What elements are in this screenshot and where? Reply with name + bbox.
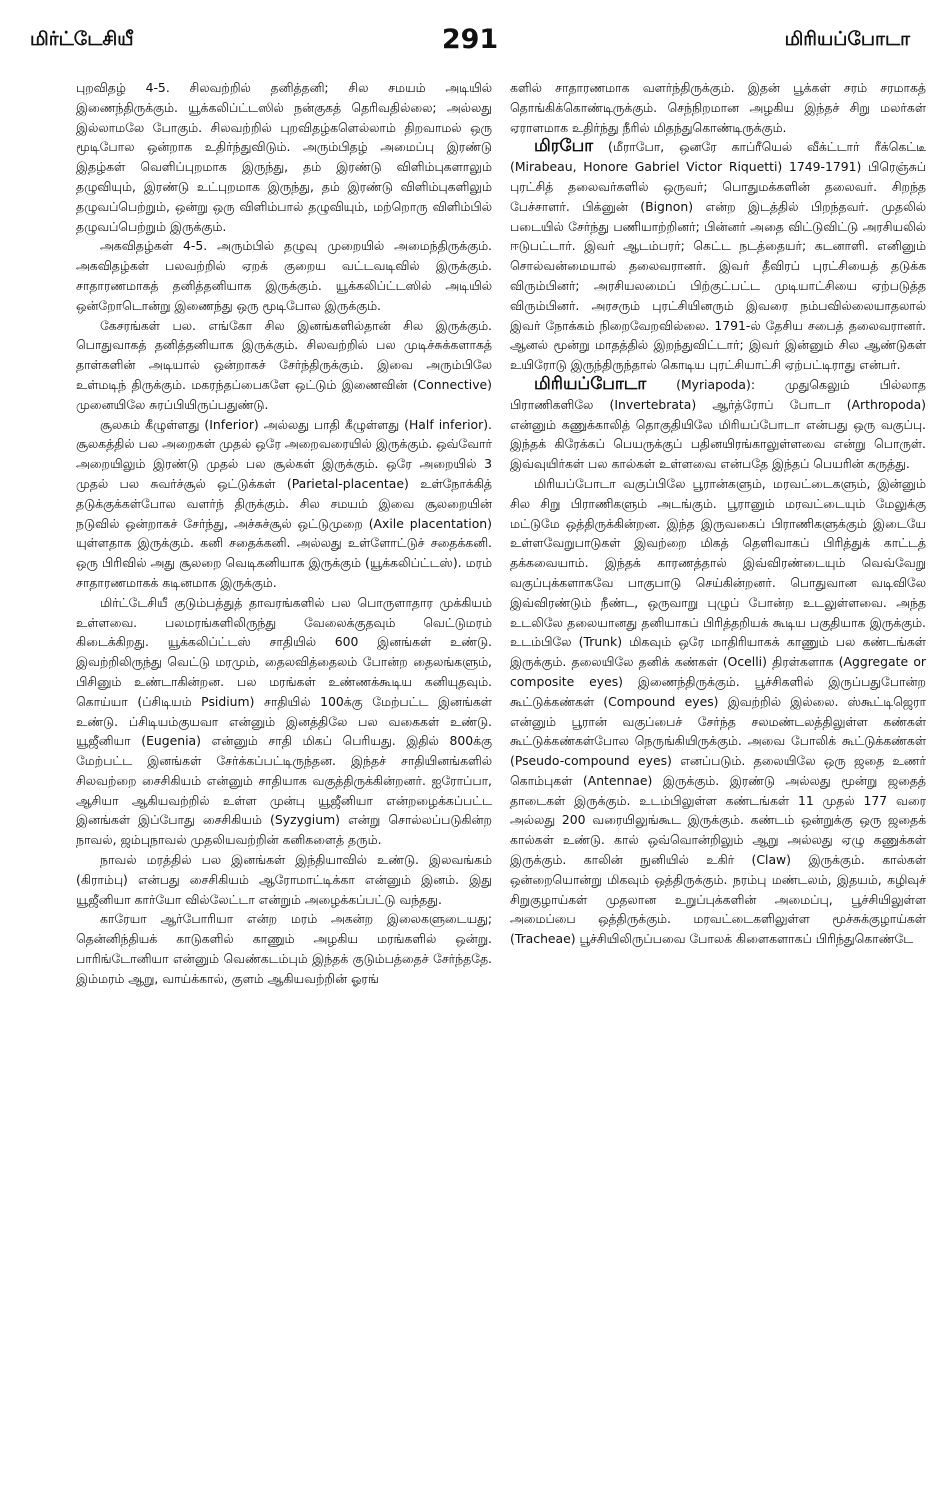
running-head-left: மிர்ட்டேசியீ — [30, 28, 134, 50]
paragraph: நாவல் மரத்தில் பல இனங்கள் இந்தியாவில் உண்டு. இலவங்கம் (கிராம்பு) என்பது சைசிகியம் ஆரோமாட்டிக்கா என்னும் இனம். இது யூஜீனியா கார்யோ வில்லேட்டா என்றும் அழைக்கப்பட்டு வந்தது. — [76, 852, 492, 907]
paragraph: சூலகம் கீழுள்ளது (Inferior) அல்லது பாதி கீழுள்ளது (Half inferior). சூலகத்தில் பல அறைகள் முதல் ஒரே அறைவரையில் இருக்கும். ஒவ்வோர் அறையிலும் இரண்டு முதல் பல சூல்கள் இருக்கும். ஒரே அறையில் 3 முதல் பல சுவர்ச்சூல் ஒட்டுக்கள் (Parietal-placentae) உள்நோக்கித் தடுக்குக்கள்போல வளர்ந் திருக்கும். சில சமயம் இவை சூலறையின் நடுவில் ஒன்றாகச் சேர்ந்து, அச்சுச்சூல் ஒட்டுமுறை (Axile placentation) யுள்ளதாக இருக்கும். கனி சதைக்கனி. அல்லது உள்ளோட்டுச் சதைக்கனி. ஒரு பிரிவில் அது சூலறை வெடிகனியாக இருக்கும் (யூக்கலிப்ட்டஸ்). மரம் சாதாரணமாகக் கடினமாக இருக்கும். — [76, 416, 492, 590]
right-column — [510, 78, 926, 1483]
running-head-right: மிரியப்போடா — [784, 28, 910, 50]
page-number: 291 — [441, 24, 499, 55]
paragraph: காரேயா ஆர்போரியா என்ற மரம் அகன்ற இலைகளுடையது; தென்னிந்தியக் காடுகளில் காணும் அழகிய மரங்களில் ஒன்று. பாரிங்டோனியா என்னும் வெண்கடம்பும் இந்தக் குடும்பத்தைச் சேர்ந்ததே. இம்மரம் ஆறு, வாய்க்கால், குளம் ஆகியவற்றின் ஓரங் — [76, 911, 492, 986]
paragraph: மிரியப்போடா வகுப்பிலே பூரான்களும், மரவட்டைகளும், இன்னும் சில சிறு பிராணிகளும் அடங்கும். பூரானும் மரவட்டையும் மேலுக்கு மட்டுமே ஒத்திருக்கின்றன. இந்த இருவகைப் பிராணிகளுக்கும் இடையே உள்ளவேறுபாடுகள் இவற்றை மிகத் தெளிவாகப் பிரித்துக் காட்டத் தக்கவையாம். இந்தக் காரணத்தால் இவ்விரண்டையும் வெவ்வேறு வகுப்புக்களாகவே பாகுபாடு செய்கின்றனர். பொதுவான வடிவிலே இவ்விரண்டும் நீண்ட, ஒருவாறு புழுப் போன்ற உடலுள்ளவை. அந்த உடலிலே தலையானது தனியாகப் பிரித்தறியக் கூடிய பகுதியாக இருக்கும். உடம்பிலே (Trunk) மிகவும் ஒரே மாதிரியாகக் காணும் பல கண்டங்கள் இருக்கும். தலையிலே தனிக் கண்கள் (Ocelli) திரள்களாக (Aggregate or composite eyes) இணைந்திருக்கும். பூச்சிகளில் இருப்பதுபோன்ற கூட்டுக்கண்கள் (Compound eyes) இவற்றில் இல்லை. ஸ்கூட்டிஜெரா என்னும் பூரான் வகுப்பைச் சேர்ந்த சலமண்டலத்திலுள்ள கண்கள் கூட்டுக்கண்கள்போல நெருங்கியிருக்கும். அவை போலிக் கூட்டுக்கண்கள் (Pseudo-compound eyes) எனப்படும். தலையிலே ஒரு ஜதை உணர் கொம்புகள் (Antennae) இருக்கும். இரண்டு அல்லது மூன்று ஜதைத் தாடைகள் இருக்கும். உடம்பிலுள்ள கண்டங்கள் 11 முதல் 177 வரை அல்லது 200 வரையிலுங்கூட இருக்கும். கண்டம் ஒன்றுக்கு ஒரு ஜதைக் கால்கள் உண்டு. கால் ஒவ்வொன்றிலும் ஆறு அல்லது ஏழு கணுக்கள் இருக்கும். காலின் நுனியில் உகிர் (Claw) இருக்கும். கால்கள் ஒன்றையொன்று மிகவும் ஒத்திருக்கும். நரம்பு மண்டலம், இதயம், கழிவுச் சிறுகுழாய்கள் முதலான உறுப்புக்களின் அமைப்பு, பூச்சியிலுள்ள அமைப்பை ஒத்திருக்கும். மரவட்டைகளிலுள்ள மூச்சுக்குழாய்கள் (Tracheae) பூச்சியிலிருப்பவை போலக் கிளைகளாகப் பிரிந்துகொண்டே — [510, 475, 926, 947]
paragraph: மிர்ட்டேசியீ குடும்பத்துத் தாவரங்களில் பல பொருளாதார முக்கியம் உள்ளவை. பலமரங்களிலிருந்து வேலைக்குதவும் வெட்டுமரம் கிடைக்கிறது. யூக்கலிப்ட்டஸ் சாதியில் 600 இனங்கள் உண்டு. இவற்றிலிருந்து வெட்டு மரமும், தைலவித்தைலம் போன்ற தைலங்களும், பிசினும் உண்டாகின்றன. பல மரங்கள் உண்ணக்கூடிய கனியுதவும். கொய்யா (ப்சிடியம் Psidium) சாதியில் 100க்கு மேற்பட்ட இனங்கள் உண்டு. ப்சிடியம்குயவா என்னும் இனத்திலே பல வகைகள் உண்டு. யூஜீனியா (Eugenia) என்னும் சாதி மிகப் பெரியது. இதில் 800க்கு மேற்பட்ட இனங்கள் சேர்க்கப்பட்டிருந்தன. இந்தச் சாதியினங்களில் சிலவற்றை சைசிகியம் என்னும் சாதியாக வகுத்திருக்கின்றனர். ஐரோப்பா, ஆசியா ஆகியவற்றில் உள்ள முன்பு யூஜீனியா என்றழைக்கப்பட்ட இனங்கள் இப்போது சைசிகியம் (Syzygium) என்று சொல்லப்படுகின்ற நாவல், ஜம்புநாவல் முதலியவற்றின் கனிகளைத் தரும். — [76, 594, 492, 848]
paragraph: கேசரங்கள் பல. எங்கோ சில இனங்களில்தான் சில இருக்கும். பொதுவாகத் தனித்தனியாக இருக்கும். சிலவற்றில் பல முடிச்சுக்களாகத் தாள்களின் அடியால் ஒன்றாகச் சேர்ந்திருக்கும். இவை அரும்பிலே உள்மடிந் திருக்கும். மகரந்தப்பைகளே ஒட்டும் இணைவின் (Connective) முனையிலே சுரப்பியிருப்பதுண்டு. — [76, 317, 492, 412]
entry-headword: மிரபோ — [534, 136, 594, 157]
entry-text: (மீராபோ, ஒனரே காப்ரீயெல் வீக்ட்டார் ரீக்கெட்டீ (Mirabeau, Honore Gabriel Victor Riquetti) 1749-1791) பிரெஞ்சுப் புரட்சித் தலைவர்களில் ஒருவர்; பொதுமக்களின் தலைவர். சிறந்த பேச்சாளர். பிக்னுன் (Bignon) என்ற இடத்தில் பிறந்தவர். முதலில் படையில் சேர்ந்து பணியாற்றினர்; பின்னர் அதை விட்டுவிட்டு அரசியலில் ஈடுபட்டார். இவர் ஆடம்பரர்; கெட்ட நடத்தையர்; கடனாளி. எனினும் சொல்வன்மையால் தலைவரானர். இவர் தீவிரப் புரட்சியைத் தடுக்க விரும்பினர்; அரசியலமைப் பிற்குட்பட்ட முடியாட்சியை ஏற்படுத்த விரும்பினர். அரசரும் புரட்சியினரும் இவரை நம்பவில்லையாதலால் இவர் நோக்கம் நிறைவேறவில்லை. 1791-ல் தேசிய சபைத் தலைவரானர். ஆனல் மூன்று மாதத்தில் இறந்துவிட்டார்; இவர் இன்னும் சில ஆண்டுகள் உயிரோடு இருந்திருந்தால் கொடிய புரட்சியாட்சி ஏற்பட்டிராது என்பர். — [510, 139, 926, 373]
entry-text: (Myriapoda): முதுகெலும் பில்லாத பிராணிகளிலே (Invertebrata) ஆர்த்ரோப் போடா (Arthropoda) என்னும் கணுக்காலித் தொகுதியிலே மிரியப்போடா என்பது ஒரு வகுப்பு. இந்தக் கிரேக்கப் பெயருக்குப் பதினயிரங்காலுள்ளவை என்று பொருள். இவ்வுயிர்கள் பல கால்கள் உள்ளவை என்பதே இந்தப் பெயரின் கருத்து. — [510, 376, 926, 472]
paragraph: அகவிதழ்கள் 4-5. அரும்பில் தழுவு முறையில் அமைந்திருக்கும். அகவிதழ்கள் பலவற்றில் ஏறக் குறைய வட்டவடிவில் இருக்கும். சாதாரணமாகத் தனித்தனியாக இருக்கும். யூக்கலிப்ட்டஸில் அடியில் ஒன்றோடொன்று இணைந்து ஒரு மூடிபோல இருக்கும். — [76, 238, 492, 313]
paragraph: புறவிதழ் 4-5. சிலவற்றில் தனித்தனி; சில சமயம் அடியில் இணைந்திருக்கும். யூக்கலிப்ட்டஸில் நன்குகத் தெரிவதில்லை; அல்லது இல்லாமலே போகும். சிலவற்றில் புறவிதழ்களெல்லாம் திறவாமல் ஒரு மூடிபோல ஒன்றாக உதிர்ந்துவிடும். அரும்பிதழ் அமைப்பு இரண்டு இதழ்கள் வெளிப்புறமாக இருந்து, தம் இரண்டு விளிம்புகளாலும் தழுவியும், இரண்டு உட்புறமாக இருந்து, தம் இரண்டு விளிம்புகளிலும் தழுவப்பெற்றும், ஒன்று ஒரு விளிம்பால் தழுவியும், மற்றொரு விளிம்பில் தழுவப்பெற்றும் இருக்கும். — [76, 80, 492, 234]
paragraph: களில் சாதாரணமாக வளர்ந்திருக்கும். இதன் பூக்கள் சரம் சரமாகத் தொங்கிக்கொண்டிருக்கும். செந்நிறமான அழகிய இந்தச் சிறு மலர்கள் ஏராளமாக உதிர்ந்து நீரில் மிதந்துகொண்டிருக்கும். — [510, 80, 926, 135]
encyclopedia-entry — [510, 375, 926, 474]
left-column — [76, 78, 492, 1483]
page-header — [30, 24, 910, 62]
entry-headword: மிரியப்போடா — [534, 373, 647, 394]
encyclopedia-entry — [510, 137, 926, 375]
